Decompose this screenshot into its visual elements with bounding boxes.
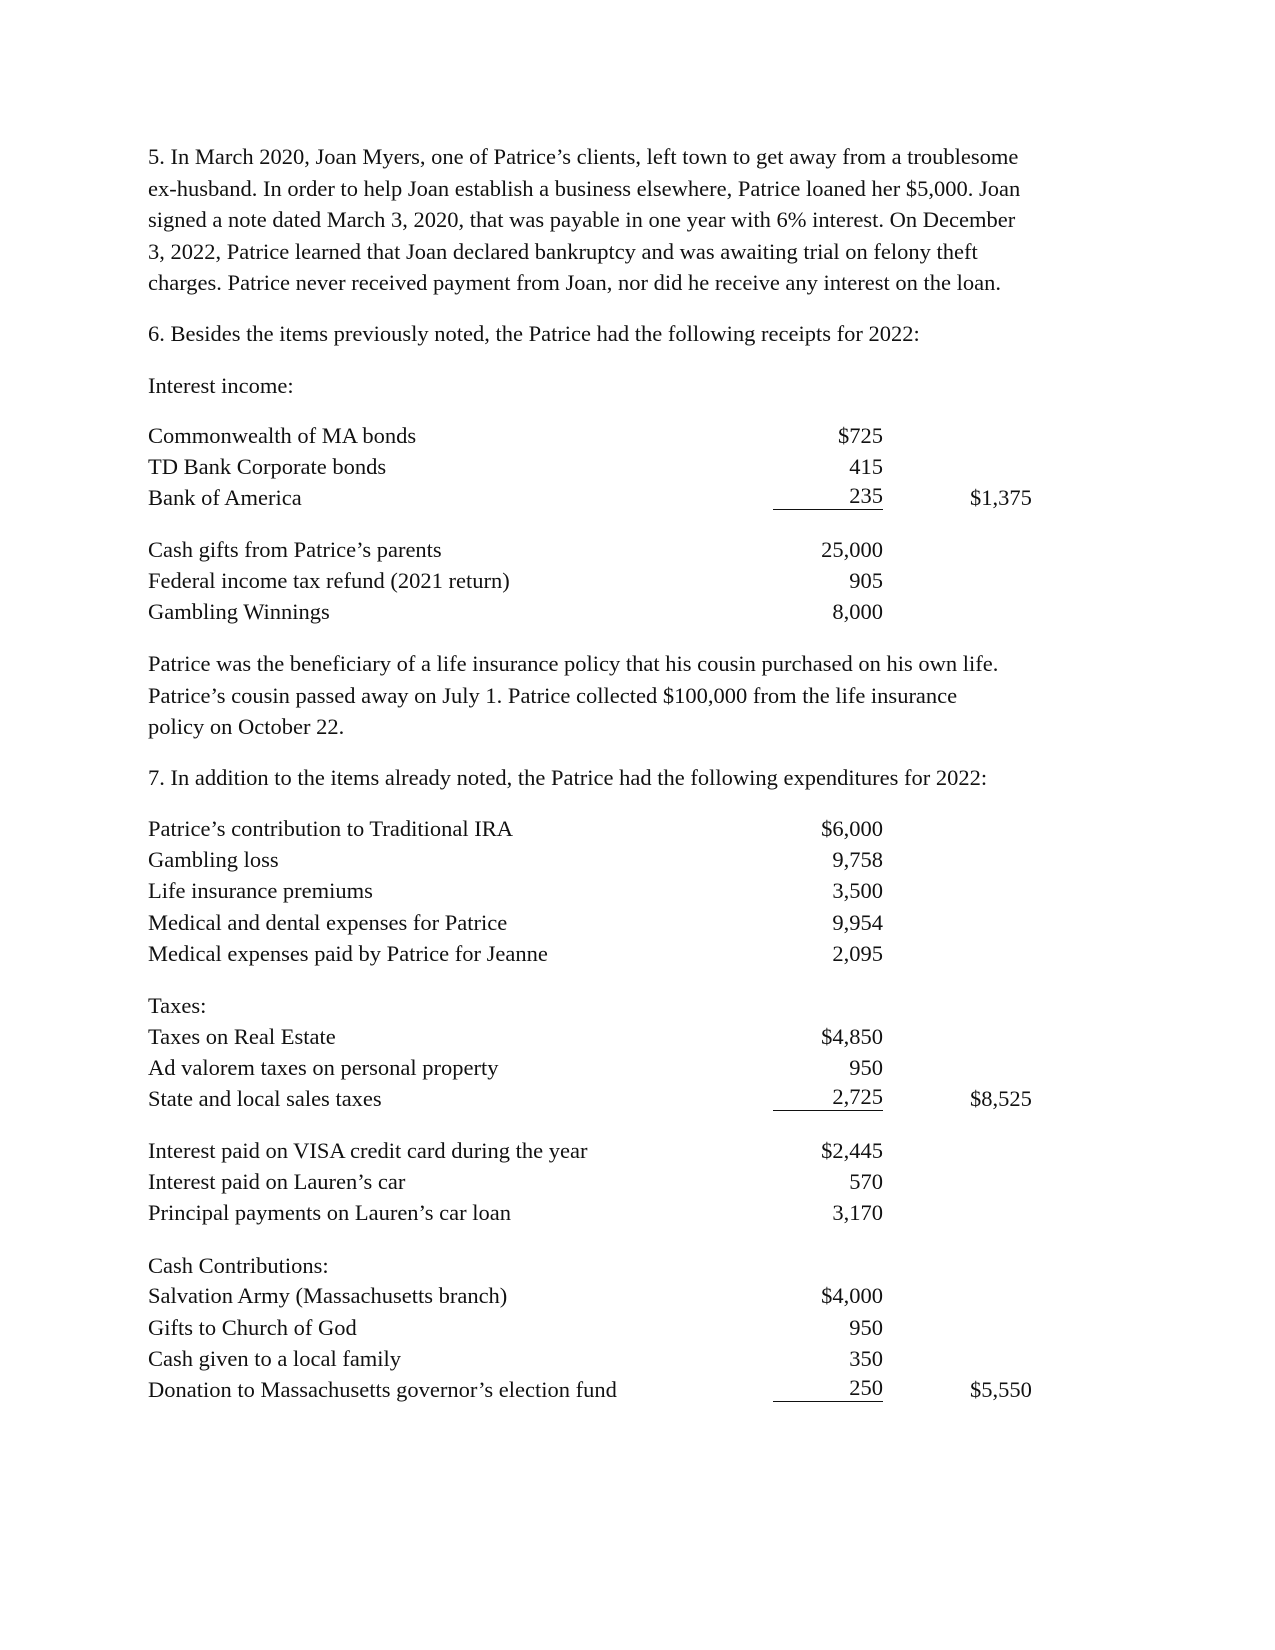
table-row — [148, 876, 1048, 906]
table-row — [148, 1198, 1048, 1228]
row-label: Patrice’s contribution to Traditional IRA — [148, 816, 513, 841]
table-row — [148, 1167, 1048, 1197]
table-row — [148, 1136, 1048, 1166]
row-label: Gifts to Church of God — [148, 1315, 357, 1340]
row-amount: 3,170 — [832, 1200, 883, 1225]
row-amount: 570 — [849, 1169, 883, 1194]
text-line: ex-husband. In order to help Joan establish a business elsewhere, Patrice loaned her $5,000. Joan — [148, 175, 1021, 201]
row-label: Principal payments on Lauren’s car loan — [148, 1200, 512, 1225]
row-amount: 235 — [773, 483, 883, 510]
table-row — [148, 1313, 1048, 1343]
row-amount: 950 — [849, 1055, 883, 1080]
row-amount: 350 — [849, 1346, 883, 1371]
text-line: signed a note dated March 3, 2020, that was payable in one year with 6% interest. On December — [148, 207, 1016, 232]
row-amount: 9,758 — [832, 847, 883, 872]
row-amount: 2,725 — [773, 1084, 883, 1111]
text-line: 3, 2022, Patrice learned that Joan declared bankruptcy and was awaiting trial on felony theft — [148, 238, 978, 264]
cash-contributions-heading: Cash Contributions: — [148, 1253, 329, 1278]
row-amount: 8,000 — [832, 599, 883, 624]
row-amount: 950 — [849, 1315, 883, 1340]
row-label: Taxes on Real Estate — [148, 1024, 336, 1049]
row-label: Ad valorem taxes on personal property — [148, 1055, 499, 1080]
table-row — [148, 421, 1048, 451]
row-label: State and local sales taxes — [148, 1086, 382, 1111]
row-amount: 3,500 — [832, 878, 883, 903]
row-amount: 905 — [849, 568, 883, 593]
text-line: 5. In March 2020, Joan Myers, one of Patrice’s clients, left town to get away from a troublesome — [148, 144, 1019, 169]
table-row — [148, 483, 1048, 513]
table-row — [148, 1084, 1048, 1114]
table-row — [148, 535, 1048, 565]
row-label: Cash gifts from Patrice’s parents — [148, 537, 442, 562]
row-amount: $6,000 — [821, 816, 883, 841]
row-label: Life insurance premiums — [148, 878, 373, 903]
item-6-intro: 6. Besides the items previously noted, the Patrice had the following receipts for 2022: — [148, 321, 920, 346]
row-total: $8,525 — [970, 1086, 1032, 1111]
row-amount: 250 — [773, 1375, 883, 1402]
row-label: Commonwealth of MA bonds — [148, 423, 417, 448]
row-amount: 25,000 — [821, 537, 883, 562]
row-total: $5,550 — [970, 1377, 1032, 1402]
table-row — [148, 597, 1048, 627]
row-label: Federal income tax refund (2021 return) — [148, 568, 510, 593]
table-row — [148, 1375, 1048, 1405]
table-row — [148, 845, 1048, 875]
table-row — [148, 1281, 1048, 1311]
row-label: Medical and dental expenses for Patrice — [148, 910, 508, 935]
row-label: Salvation Army (Massachusetts branch) — [148, 1283, 508, 1308]
taxes-heading: Taxes: — [148, 993, 207, 1018]
text-line: policy on October 22. — [148, 714, 345, 739]
row-label: Bank of America — [148, 485, 302, 510]
row-label: Gambling Winnings — [148, 599, 330, 624]
row-total: $1,375 — [970, 485, 1032, 510]
row-label: TD Bank Corporate bonds — [148, 454, 387, 479]
row-amount: 9,954 — [832, 910, 883, 935]
row-amount: $4,000 — [821, 1283, 883, 1308]
text-line: Patrice’s cousin passed away on July 1. Patrice collected $100,000 from the life insurance — [148, 682, 958, 708]
row-label: Medical expenses paid by Patrice for Jeanne — [148, 941, 548, 966]
interest-income-heading: Interest income: — [148, 373, 294, 398]
row-label: Interest paid on VISA credit card during the year — [148, 1138, 588, 1163]
row-label: Cash given to a local family — [148, 1346, 402, 1371]
table-row — [148, 908, 1048, 938]
text-line: Patrice was the beneficiary of a life insurance policy that his cousin purchased on his own life. — [148, 651, 999, 676]
table-row — [148, 1053, 1048, 1083]
table-row — [148, 814, 1048, 844]
table-row — [148, 452, 1048, 482]
text-line: charges. Patrice never received payment from Joan, nor did he receive any interest on the loan. — [148, 270, 1001, 295]
table-row — [148, 939, 1048, 969]
table-row — [148, 566, 1048, 596]
row-amount: 415 — [849, 454, 883, 479]
row-amount: $4,850 — [821, 1024, 883, 1049]
row-amount: $725 — [838, 423, 883, 448]
row-label: Interest paid on Lauren’s car — [148, 1169, 406, 1194]
item-5-paragraph — [148, 141, 1128, 299]
row-amount: 2,095 — [832, 941, 883, 966]
table-row — [148, 1022, 1048, 1052]
row-amount: $2,445 — [821, 1138, 883, 1163]
row-label: Donation to Massachusetts governor’s election fund — [148, 1377, 617, 1402]
table-row — [148, 1344, 1048, 1374]
item-7-intro: 7. In addition to the items already noted, the Patrice had the following expenditures for 2022: — [148, 765, 988, 790]
row-label: Gambling loss — [148, 847, 279, 872]
life-insurance-paragraph — [148, 648, 1128, 743]
